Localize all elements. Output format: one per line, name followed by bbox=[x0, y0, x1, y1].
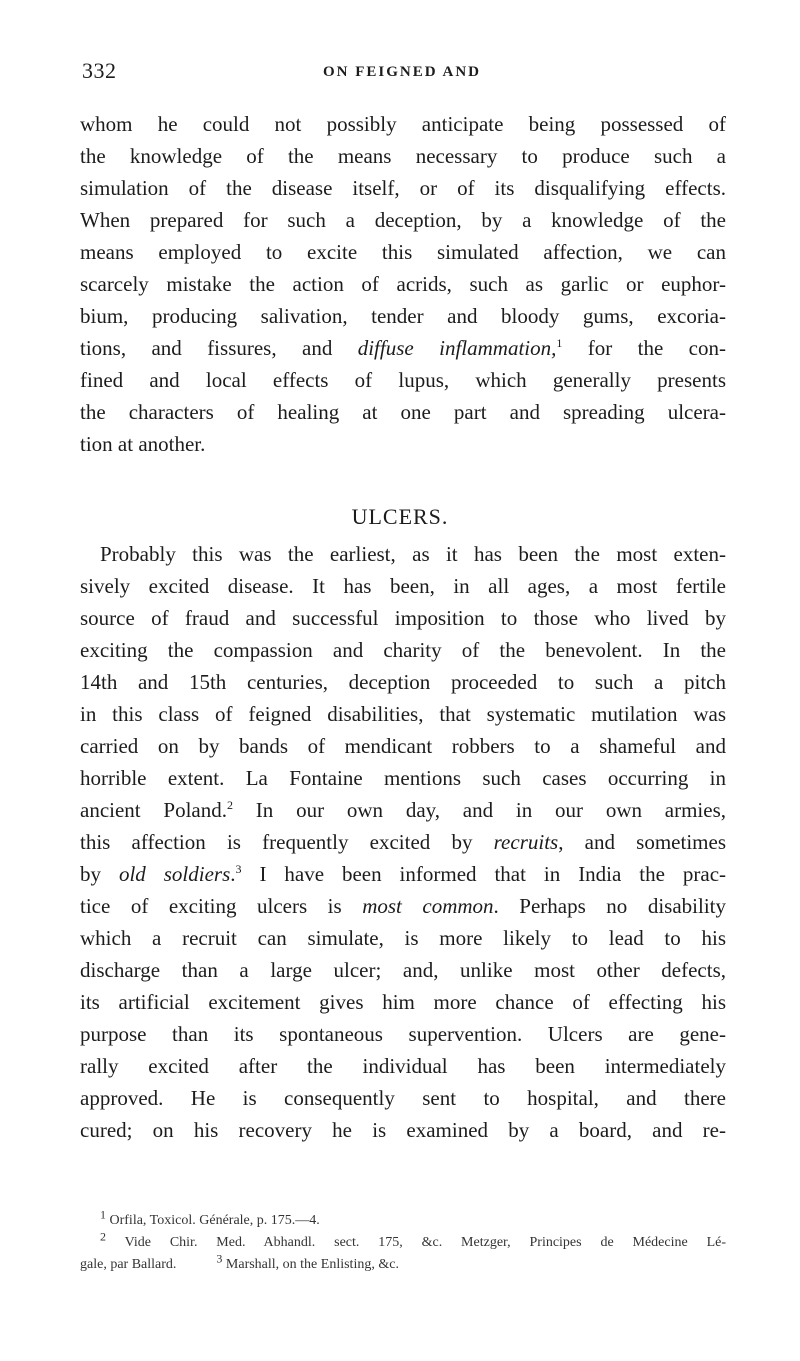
page-number: 332 bbox=[82, 58, 117, 83]
text-line: means employed to excite this simulated affection, we can bbox=[80, 240, 726, 264]
footnote-text: Marshall, on the Enlisting, &c. bbox=[222, 1257, 399, 1272]
text-line: source of fraud and successful imposition to those who lived by bbox=[80, 606, 726, 630]
text-line bbox=[80, 332, 726, 364]
text-line: tion at another. bbox=[80, 432, 206, 456]
text-line: its artificial excitement gives him more chance of effecting his bbox=[80, 990, 726, 1014]
footnote-text: gale, par Ballard. bbox=[80, 1257, 177, 1272]
footnote-marker: 2 bbox=[100, 1229, 106, 1244]
italic-term: recruits bbox=[493, 830, 559, 854]
text-line: approved. He is consequently sent to hospital, and there bbox=[80, 1086, 726, 1110]
italic-term: old soldiers bbox=[118, 862, 231, 886]
footnote-marker: 1 bbox=[100, 1207, 106, 1222]
text-line: bium, producing salivation, tender and bloody gums, excoria- bbox=[80, 304, 726, 328]
italic-term: diffuse inflammation, bbox=[357, 336, 557, 360]
text-segment: for the con- bbox=[562, 336, 726, 360]
footnotes bbox=[80, 1207, 726, 1276]
text-segment: . bbox=[230, 862, 236, 886]
text-segment: In our own day, and in our own armies, bbox=[233, 798, 727, 822]
text-line: which a recruit can simulate, is more likely to lead to his bbox=[80, 926, 726, 950]
italic-term: most common bbox=[362, 894, 494, 918]
text-line: scarcely mistake the action of acrids, such as garlic or euphor- bbox=[80, 272, 726, 296]
footnote-2 bbox=[80, 1229, 726, 1254]
text-line: the knowledge of the means necessary to produce such a bbox=[80, 144, 726, 168]
text-line bbox=[80, 890, 726, 922]
text-segment: tions, and fissures, and bbox=[80, 336, 358, 360]
text-line bbox=[80, 826, 726, 858]
paragraph-ulcers bbox=[80, 538, 726, 1146]
text-line: horrible extent. La Fontaine mentions such cases occurring in bbox=[80, 766, 726, 790]
text-segment: ancient Poland. bbox=[80, 798, 228, 822]
text-line: cured; on his recovery he is examined by a board, and re- bbox=[80, 1118, 726, 1142]
text-segment: I have been informed that in India the prac- bbox=[241, 862, 727, 886]
footnote-2-continued bbox=[80, 1251, 726, 1276]
footnote-ref: 3 bbox=[235, 862, 242, 876]
text-segment: this affection is frequently excited by bbox=[80, 830, 494, 854]
text-line: Probably this was the earliest, as it has been the most exten- bbox=[100, 542, 726, 566]
text-line: carried on by bands of mendicant robbers to a shameful and bbox=[80, 734, 726, 758]
text-segment: , and sometimes bbox=[558, 830, 726, 854]
footnote-ref: 1 bbox=[556, 336, 563, 350]
page-header bbox=[82, 58, 722, 94]
text-line bbox=[80, 794, 726, 826]
section-heading: ULCERS. bbox=[351, 504, 449, 529]
text-line: simulation of the disease itself, or of its disqualifying effects. bbox=[80, 176, 726, 200]
text-line: When prepared for such a deception, by a knowledge of the bbox=[80, 208, 726, 232]
footnote-1 bbox=[80, 1207, 726, 1232]
text-line: purpose than its spontaneous supervention. Ulcers are gene- bbox=[80, 1022, 726, 1046]
footnote-marker: 3 bbox=[216, 1251, 223, 1266]
text-segment: tice of exciting ulcers is bbox=[80, 894, 363, 918]
text-line: rally excited after the individual has been intermediately bbox=[80, 1054, 726, 1078]
footnote-ref: 2 bbox=[227, 798, 234, 812]
text-line: discharge than a large ulcer; and, unlike most other defects, bbox=[80, 958, 726, 982]
footnote-text: Vide Chir. Med. Abhandl. sect. 175, &c. Metzger, Principes de Médecine Lé- bbox=[106, 1235, 726, 1250]
text-line: in this class of feigned disabilities, that systematic mutilation was bbox=[80, 702, 726, 726]
text-segment: by bbox=[80, 862, 119, 886]
footnote-text: Orfila, Toxicol. Générale, p. 175.—4. bbox=[106, 1213, 320, 1228]
running-head: ON FEIGNED AND bbox=[322, 64, 481, 80]
text-line: exciting the compassion and charity of the benevolent. In the bbox=[80, 638, 726, 662]
text-line: 14th and 15th centuries, deception proceeded to such a pitch bbox=[80, 670, 726, 694]
text-segment: . Perhaps no disability bbox=[493, 894, 726, 918]
text-line bbox=[80, 858, 726, 890]
text-line: whom he could not possibly anticipate being possessed of bbox=[80, 112, 726, 136]
paragraph-continued bbox=[80, 108, 726, 460]
text-line: fined and local effects of lupus, which generally presents bbox=[80, 368, 726, 392]
text-line: sively excited disease. It has been, in all ages, a most fertile bbox=[80, 574, 726, 598]
text-line: the characters of healing at one part and spreading ulcera- bbox=[80, 400, 726, 424]
